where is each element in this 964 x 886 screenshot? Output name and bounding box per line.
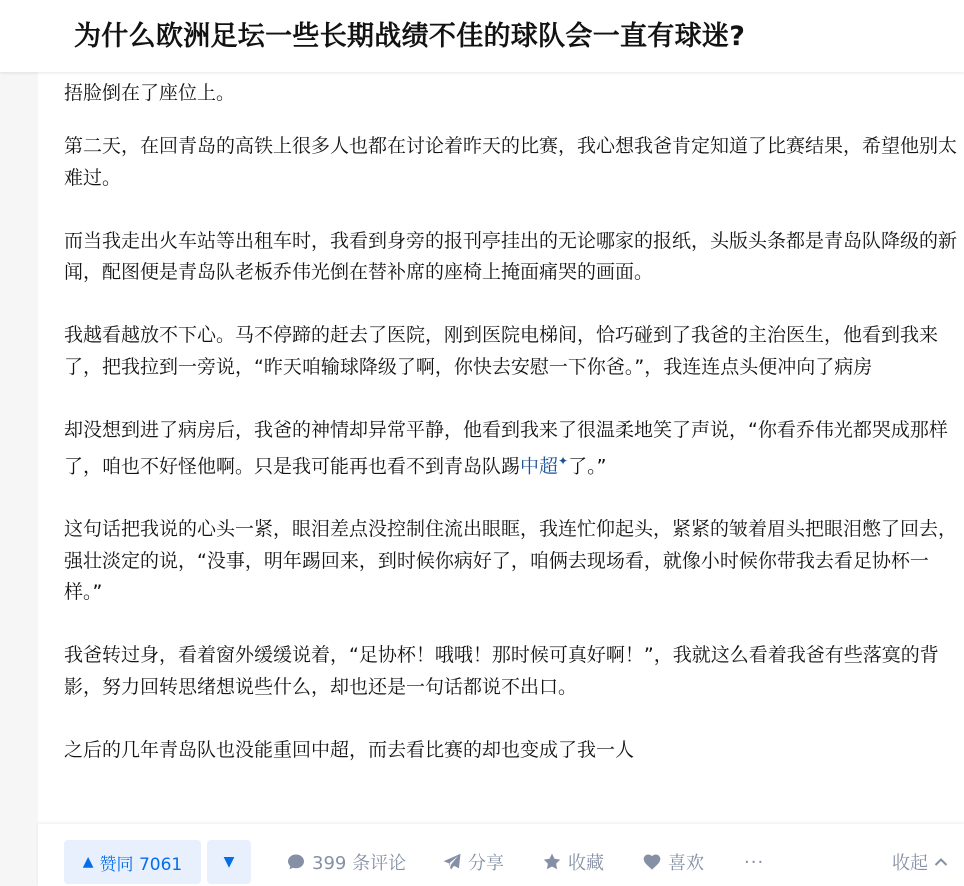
- chevron-up-icon: [933, 854, 949, 870]
- answer-paragraph: 第二天，在回青岛的高铁上很多人也都在讨论着昨天的比赛，我心想我爸肯定知道了比赛结果，希望他别太难过。: [64, 135, 958, 189]
- upvote-button[interactable]: [64, 840, 201, 884]
- downvote-arrow-icon: ▼: [223, 854, 235, 870]
- more-options-button[interactable]: [744, 848, 764, 876]
- star-icon: [542, 852, 562, 872]
- comment-bubble-icon: [286, 852, 306, 872]
- heart-icon: [642, 852, 662, 872]
- answer-paragraph: 而当我走出火车站等出租车时，我看到身旁的报刊亭挂出的无论哪家的报纸，头版头条都是青岛队降级的新闻，配图便是青岛队老板乔伟光倒在替补席的座椅上掩面痛哭的画面。: [64, 229, 958, 283]
- ellipsis-icon: ···: [744, 851, 765, 873]
- upvote-arrow-icon: ▲: [82, 854, 94, 870]
- answer-paragraph: 这句话把我说的心头一紧，眼泪差点没控制住流出眼眶，我连忙仰起头，紧紧的皱着眉头把眼泪憋了回去，强壮淡定的说，“没事，明年踢回来，到时候你病好了，咱俩去现场看，就像小时候你带我去看足协杯一样。”: [64, 518, 958, 604]
- downvote-button[interactable]: [207, 840, 251, 884]
- share-label: 分享: [468, 853, 504, 874]
- like-label: 喜欢: [668, 853, 704, 874]
- like-button[interactable]: [642, 848, 704, 876]
- paragraph-text: 却没想到进了病房后，我爸的神情却异常平静，他看到我来了很温柔地笑了声说，“你看乔伟光都哭成那样了，咱也不好怪他啊。只是我可能再也看不到青岛队踢: [64, 418, 948, 478]
- answer-content: [64, 46, 960, 798]
- paragraph-text-tail: 了。”: [568, 455, 607, 478]
- collect-button[interactable]: [542, 848, 604, 876]
- topic-link-zhongchao[interactable]: 中超: [520, 455, 559, 478]
- comment-count-label: 399 条评论: [312, 853, 407, 874]
- question-title[interactable]: 为什么欧洲足坛一些长期战绩不佳的球队会一直有球迷?: [74, 21, 746, 52]
- collapse-label: 收起: [892, 853, 928, 874]
- sparkle-icon: ✦: [558, 454, 569, 468]
- answer-paragraph: 之后的几年青岛队也没能重回中超，而去看比赛的却也变成了我一人: [64, 738, 635, 761]
- sticky-question-header: [0, 0, 964, 72]
- answer-paragraph: 捂脸倒在了座位上。: [64, 81, 236, 104]
- collapse-button[interactable]: [892, 848, 949, 876]
- comment-button[interactable]: [286, 848, 406, 876]
- collect-label: 收藏: [568, 853, 604, 874]
- answer-paragraph: 我爸转过身，看着窗外缓缓说着，“足协杯！哦哦！那时候可真好啊！”，我就这么看着我爸有些落寞的背影，努力回转思绪想说些什么，却也还是一句话都说不出口。: [64, 644, 939, 698]
- paper-plane-icon: [442, 852, 462, 872]
- answer-action-bar: [38, 824, 964, 886]
- answer-paragraph: 我越看越放不下心。马不停蹄的赶去了医院，刚到医院电梯间，恰巧碰到了我爸的主治医生，他看到我来了，把我拉到一旁说，“昨天咱输球降级了啊，你快去安慰一下你爸。”，我连连点头便冲向了病房: [64, 324, 939, 378]
- answer-paragraph: [64, 415, 960, 483]
- share-button[interactable]: [442, 848, 504, 876]
- upvote-label: 赞同 7061: [99, 854, 183, 875]
